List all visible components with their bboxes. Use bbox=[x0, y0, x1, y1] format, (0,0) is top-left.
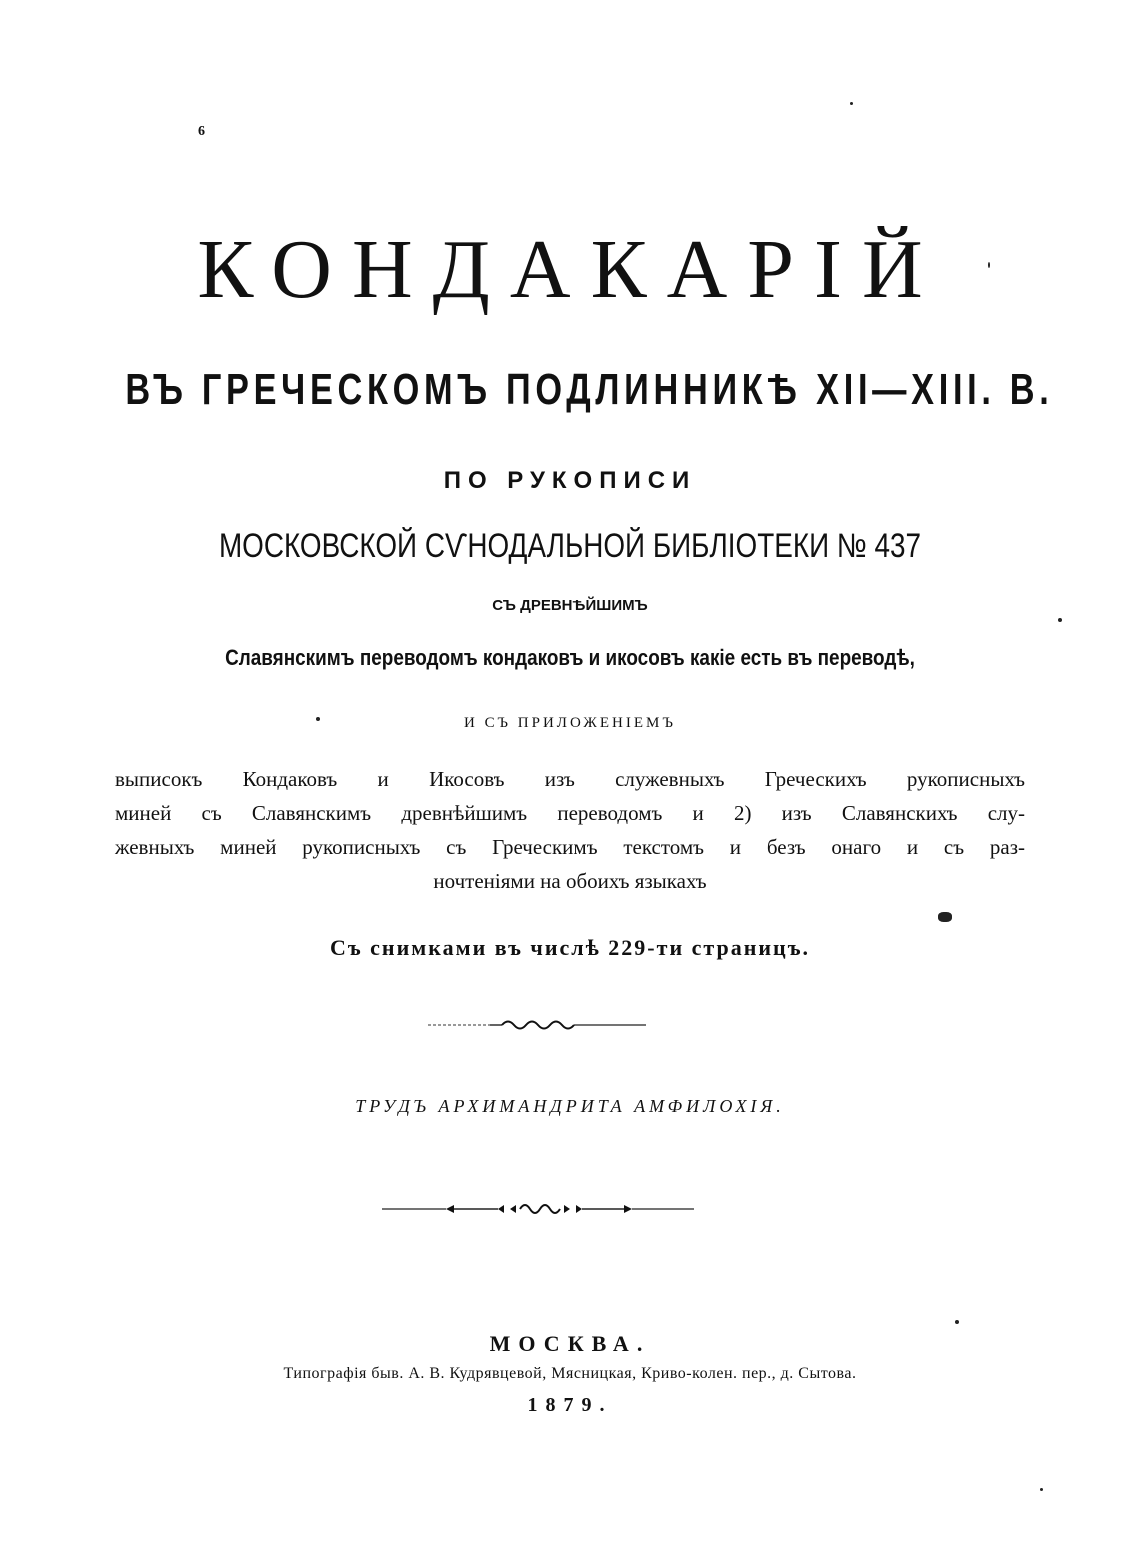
printer-line: Типографія быв. А. В. Кудрявцевой, Мясницкая, Криво-колен. пер., д. Сытова. bbox=[283, 1365, 857, 1382]
library-line: МОСКОВСКОЙ СѴНОДАЛЬНОЙ БИБЛІОТЕКИ № 437 bbox=[218, 527, 922, 565]
scan-speck bbox=[988, 262, 990, 268]
book-title: КОНДАКАРІЙ bbox=[197, 223, 943, 316]
description-line-3: жевныхъ миней рукописныхъ съ Греческимъ текстомъ и безъ онаго и съ раз- bbox=[115, 835, 1025, 859]
ornament-rule-top bbox=[0, 1015, 1140, 1035]
description-line-4: ночтеніями на обоихъ языкахъ bbox=[433, 869, 707, 893]
year-line: 1879. bbox=[527, 1394, 613, 1416]
scan-speck bbox=[955, 1320, 959, 1324]
scan-speck bbox=[938, 912, 952, 922]
ornament-rule-bottom bbox=[0, 1199, 1140, 1219]
author-line: ТРУДЪ АРХИМАНДРИТА АМФИЛОХІЯ. bbox=[355, 1096, 785, 1116]
scan-speck bbox=[316, 717, 320, 721]
description-line-1: выписокъ Кондаковъ и Икосовъ изъ служевныхъ Греческихъ рукописныхъ bbox=[115, 767, 1025, 791]
description-block bbox=[0, 762, 1140, 898]
corner-mark: 6 bbox=[198, 124, 205, 139]
scan-speck bbox=[1040, 1488, 1043, 1491]
with-oldest-line: СЪ ДРЕВНѢЙШИМЪ bbox=[492, 597, 648, 614]
book-subtitle: ВЪ ГРЕЧЕСКОМЪ ПОДЛИННИКѢ XII—XIII. В. bbox=[125, 365, 1054, 414]
by-manuscript-line: ПО РУКОПИСИ bbox=[443, 467, 697, 494]
plates-line: Съ снимками въ числѣ 229-ти страницъ. bbox=[329, 935, 811, 960]
city-line: МОСКВА. bbox=[489, 1331, 651, 1356]
scan-speck bbox=[1058, 618, 1062, 622]
slavonic-translation-line: Славянскимъ переводомъ кондаковъ и икосовъ какіе есть въ переводѣ, bbox=[225, 645, 915, 670]
scan-speck bbox=[850, 102, 853, 105]
description-line-2: миней съ Славянскимъ древнѣйшимъ переводомъ и 2) изъ Славянскихъ слу- bbox=[115, 801, 1025, 825]
appendix-label: И СЪ ПРИЛОЖЕНІЕМЪ bbox=[464, 715, 676, 731]
